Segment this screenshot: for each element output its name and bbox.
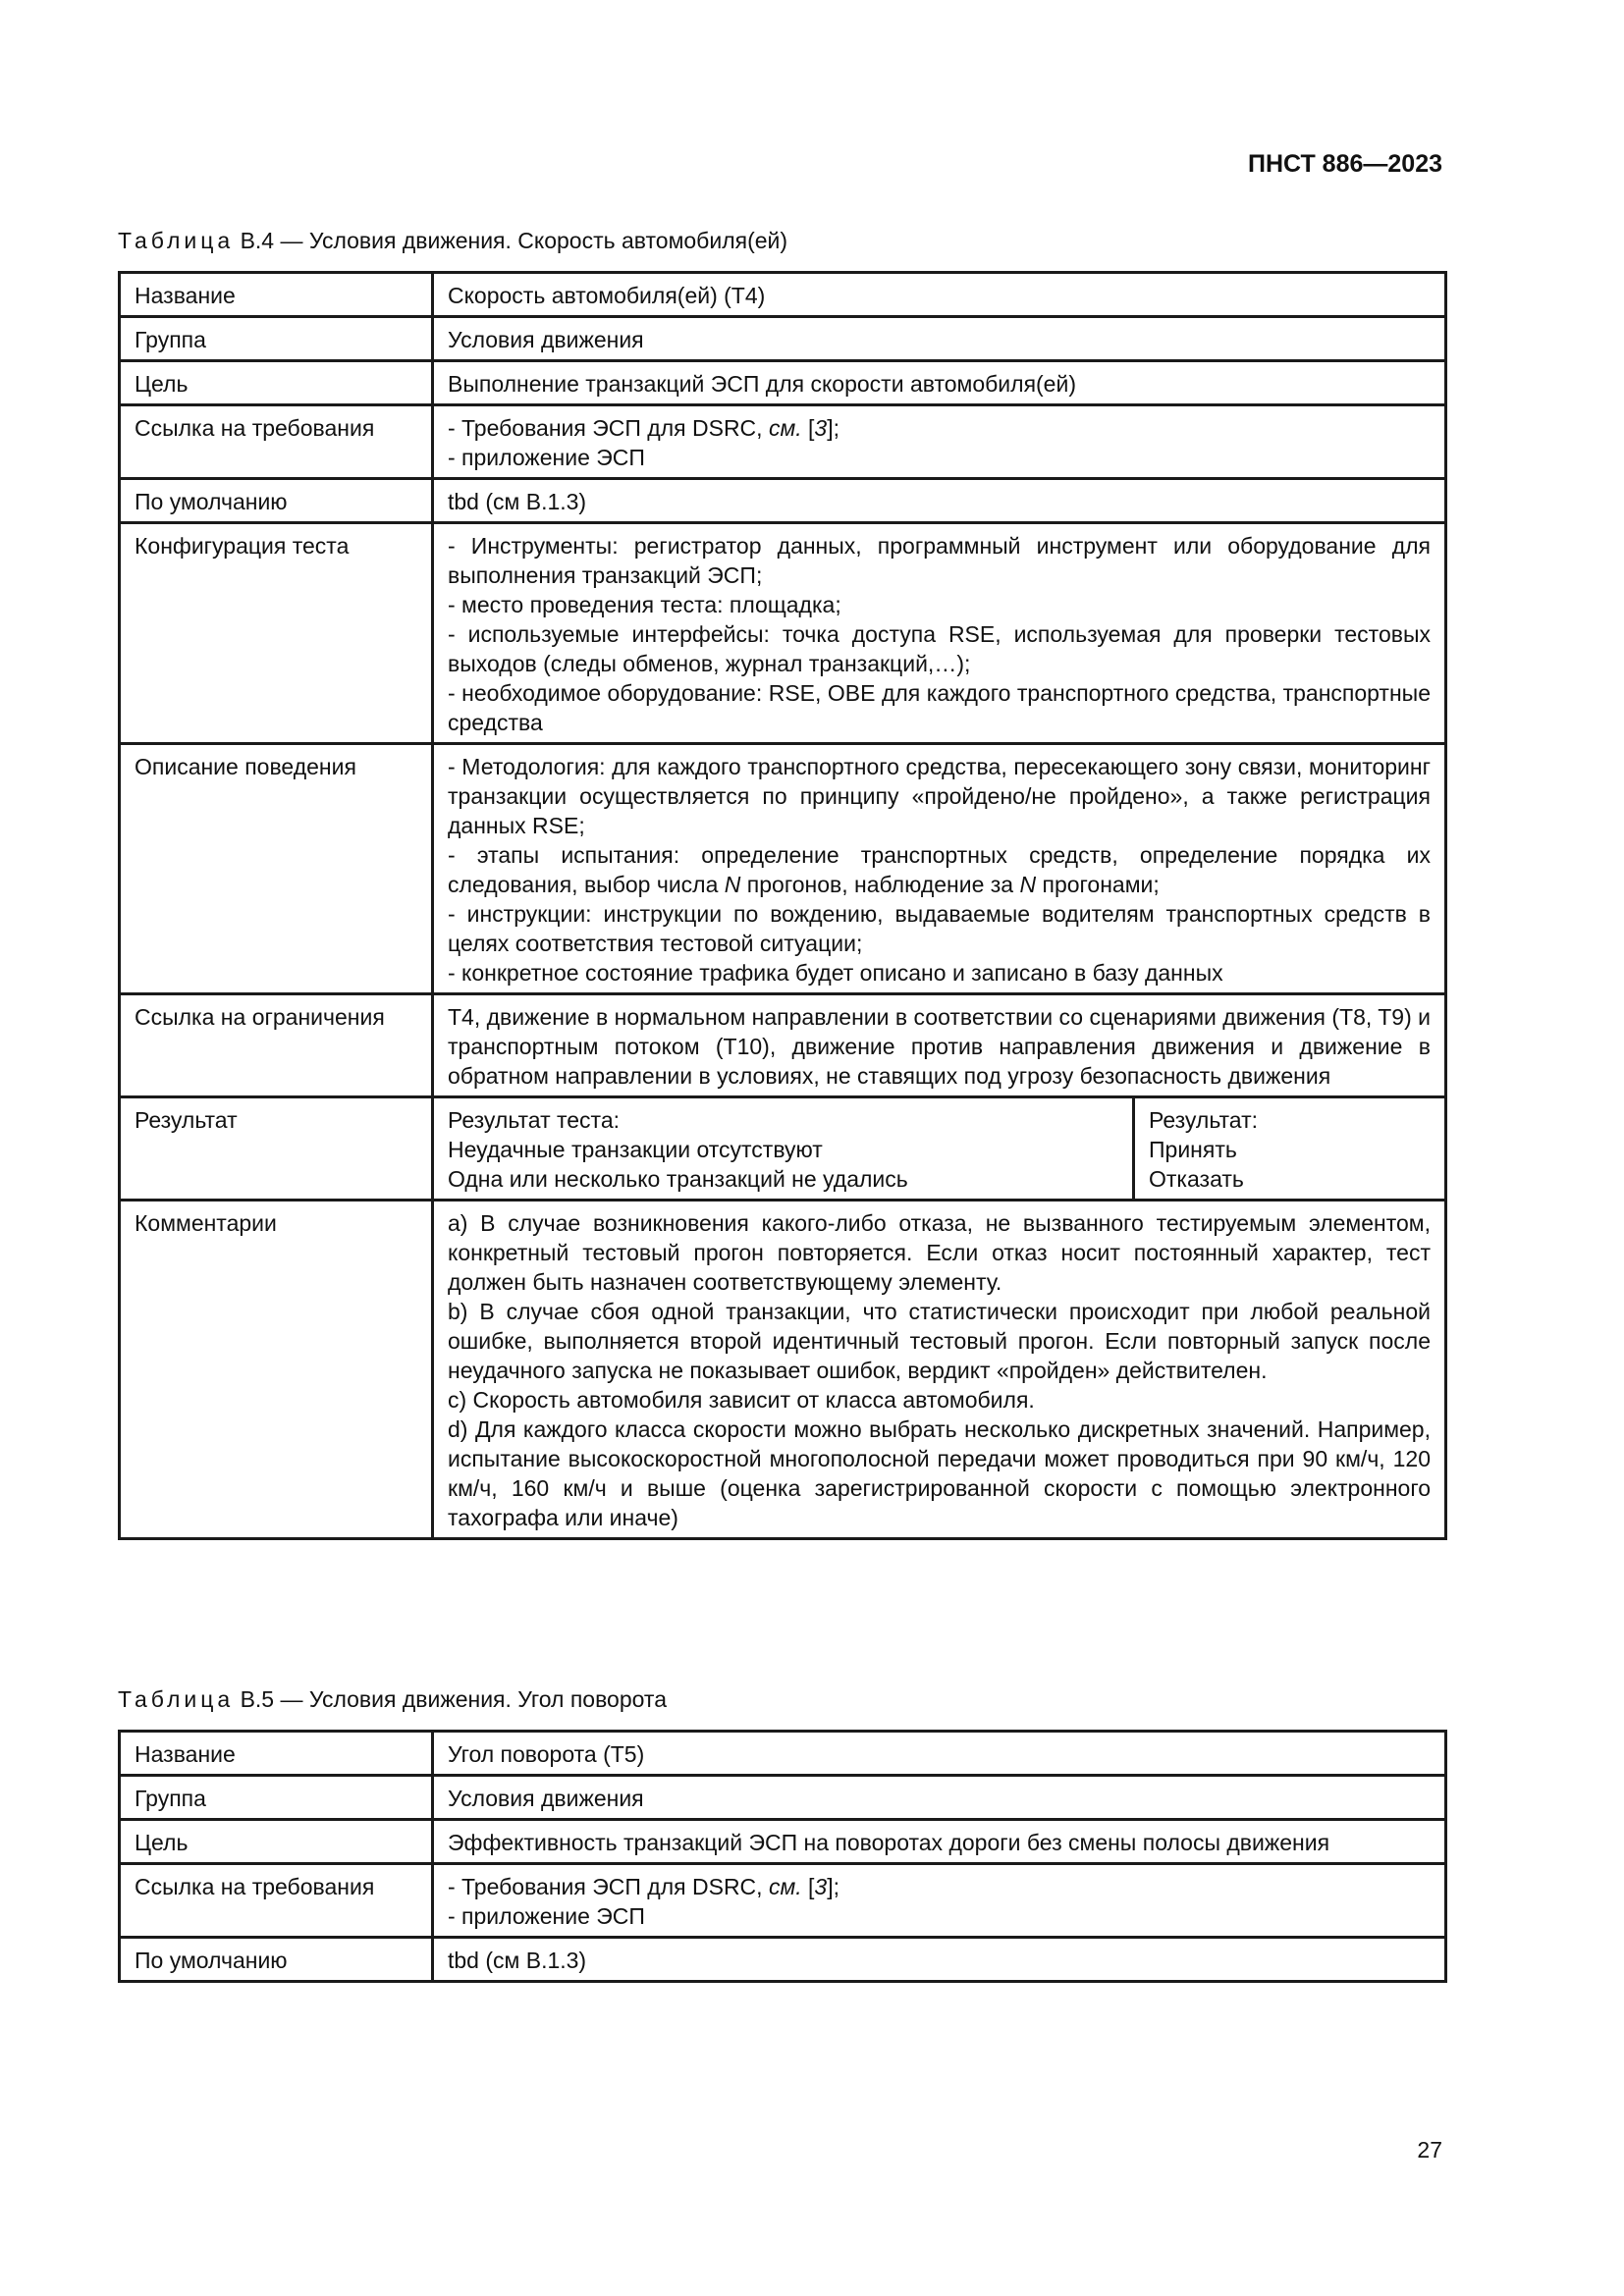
- behavior-item: [448, 840, 1431, 899]
- table-row: [120, 273, 1446, 317]
- table-row: [120, 317, 1446, 361]
- result-test-line: Одна или несколько транзакций не удались: [448, 1166, 908, 1192]
- requirements-line-2: - приложение ЭСП: [448, 445, 645, 470]
- req-text: - Требования ЭСП для DSRC,: [448, 415, 769, 441]
- table-row: [120, 1938, 1446, 1982]
- table-row: [120, 1820, 1446, 1864]
- behavior-n: N: [724, 872, 741, 897]
- table-row: [120, 744, 1446, 994]
- config-item: - используемые интерфейсы: точка доступа RSE, используемая для проверки тестовых выходов (следы обменов, журнал транзакций,…);: [448, 621, 1431, 676]
- row-label-name: Название: [120, 1732, 433, 1776]
- req-see: см.: [768, 1874, 802, 1899]
- req-ref: 3: [814, 1874, 828, 1899]
- result-verdict-line: Отказать: [1149, 1166, 1244, 1192]
- comment-item: c) Скорость автомобиля зависит от класса автомобиля.: [448, 1387, 1035, 1413]
- result-test-line: Неудачные транзакции отсутствуют: [448, 1137, 823, 1162]
- row-value-name: Скорость автомобиля(ей) (T4): [433, 273, 1446, 317]
- table-row: [120, 523, 1446, 744]
- row-label-result: Результат: [120, 1097, 433, 1201]
- document-code: ПНСТ 886—2023: [1248, 150, 1442, 178]
- req-close: ];: [827, 415, 839, 441]
- behavior-text: прогонов, наблюдение за: [740, 872, 1020, 897]
- req-ref: 3: [814, 415, 828, 441]
- table-b4-caption-text: В.4 — Условия движения. Скорость автомобиля(ей): [234, 228, 788, 253]
- row-value-result: [433, 1097, 1446, 1201]
- result-test-line: Результат теста:: [448, 1107, 621, 1133]
- req-close: ];: [827, 1874, 839, 1899]
- row-label-requirements: Ссылка на требования: [120, 405, 433, 479]
- table-b5: [118, 1730, 1447, 1983]
- table-b4: [118, 271, 1447, 1540]
- result-verdict-line: Принять: [1149, 1137, 1237, 1162]
- table-b4-caption: [118, 228, 787, 254]
- row-label-group: Группа: [120, 317, 433, 361]
- table-row: [120, 361, 1446, 405]
- table-b5-caption: [118, 1686, 667, 1713]
- row-label-comments: Комментарии: [120, 1201, 433, 1539]
- requirements-line-1: [448, 413, 1431, 443]
- row-label-limits: Ссылка на ограничения: [120, 994, 433, 1097]
- req-text: - Требования ЭСП для DSRC,: [448, 1874, 769, 1899]
- row-value-group: Условия движения: [433, 317, 1446, 361]
- row-value-goal: Эффективность транзакций ЭСП на поворотах дороги без смены полосы движения: [433, 1820, 1446, 1864]
- row-label-default: По умолчанию: [120, 1938, 433, 1982]
- row-value-default: tbd (см В.1.3): [433, 479, 1446, 523]
- row-label-config: Конфигурация теста: [120, 523, 433, 744]
- comment-item: a) В случае возникновения какого-либо отказа, не вызванного тестируемым элементом, конкретный тестовый прогон повторяется. Если отказ носит постоянный характер, тест должен быть назначен соответствующему элементу.: [448, 1210, 1431, 1295]
- row-label-goal: Цель: [120, 1820, 433, 1864]
- req-see: см.: [768, 415, 802, 441]
- config-item: - Инструменты: регистратор данных, программный инструмент или оборудование для выполнения транзакций ЭСП;: [448, 533, 1431, 588]
- row-label-requirements: Ссылка на требования: [120, 1864, 433, 1938]
- row-value-requirements: [433, 1864, 1446, 1938]
- table-row: [120, 1201, 1446, 1539]
- behavior-item: - Методология: для каждого транспортного средства, пересекающего зону связи, мониторинг транзакции осуществляется по принципу «пройдено/не пройдено», а также регистрация данных RSE;: [448, 754, 1431, 838]
- row-value-behavior: [433, 744, 1446, 994]
- config-item: - место проведения теста: площадка;: [448, 592, 841, 617]
- result-verdict-line: Результат:: [1149, 1107, 1258, 1133]
- requirements-line-2: - приложение ЭСП: [448, 1903, 645, 1929]
- table-row: [120, 1732, 1446, 1776]
- row-value-config: [433, 523, 1446, 744]
- row-label-group: Группа: [120, 1776, 433, 1820]
- page-number: 27: [1417, 2137, 1442, 2163]
- req-bracket: [: [801, 415, 815, 441]
- behavior-item: - инструкции: инструкции по вождению, выдаваемые водителям транспортных средств в целях соответствия тестовой ситуации;: [448, 901, 1431, 956]
- row-value-group: Условия движения: [433, 1776, 1446, 1820]
- table-b4-caption-prefix: Таблица: [118, 228, 235, 253]
- result-verdict: [1135, 1098, 1444, 1199]
- requirements-line-1: [448, 1872, 1431, 1901]
- table-b5-caption-text: В.5 — Условия движения. Угол поворота: [234, 1686, 667, 1712]
- comment-item: d) Для каждого класса скорости можно выбрать несколько дискретных значений. Например, испытание высокоскоростной многополосной передачи может проводиться при 90 км/ч, 120 км/ч, 160 км/ч и выше (оценка зарегистрированной скорости с помощью электронного тахографа или иначе): [448, 1416, 1431, 1530]
- row-value-default: tbd (см В.1.3): [433, 1938, 1446, 1982]
- comment-item: b) В случае сбоя одной транзакции, что статистически происходит при любой реальной ошибке, выполняется второй идентичный тестовый прогон. Если повторный запуск после неудачного запуска не показывает ошибок, вердикт «пройден» действителен.: [448, 1299, 1431, 1383]
- behavior-text: прогонами;: [1036, 872, 1160, 897]
- result-split: [434, 1098, 1444, 1199]
- behavior-text: - этапы испытания: определение транспортных средств, определение порядка их следования, выбор числа: [448, 842, 1431, 897]
- table-row: [120, 1097, 1446, 1201]
- row-label-goal: Цель: [120, 361, 433, 405]
- table-row: [120, 479, 1446, 523]
- row-value-limits: T4, движение в нормальном направлении в соответствии со сценариями движения (T8, T9) и транспортным потоком (T10), движение против направления движения и движение в обратном направлении в условиях, не ставящих под угрозу безопасность движения: [433, 994, 1446, 1097]
- row-value-comments: [433, 1201, 1446, 1539]
- row-label-default: По умолчанию: [120, 479, 433, 523]
- table-b5-caption-prefix: Таблица: [118, 1686, 235, 1712]
- row-label-name: Название: [120, 273, 433, 317]
- row-value-name: Угол поворота (T5): [433, 1732, 1446, 1776]
- req-bracket: [: [801, 1874, 815, 1899]
- row-value-requirements: [433, 405, 1446, 479]
- config-item: - необходимое оборудование: RSE, OBE для каждого транспортного средства, транспортные средства: [448, 680, 1431, 735]
- table-row: [120, 1864, 1446, 1938]
- row-value-goal: Выполнение транзакций ЭСП для скорости автомобиля(ей): [433, 361, 1446, 405]
- row-label-behavior: Описание поведения: [120, 744, 433, 994]
- table-row: [120, 1776, 1446, 1820]
- table-row: [120, 994, 1446, 1097]
- behavior-item: - конкретное состояние трафика будет описано и записано в базу данных: [448, 960, 1223, 986]
- behavior-n: N: [1019, 872, 1037, 897]
- table-row: [120, 405, 1446, 479]
- result-test: [434, 1098, 1135, 1199]
